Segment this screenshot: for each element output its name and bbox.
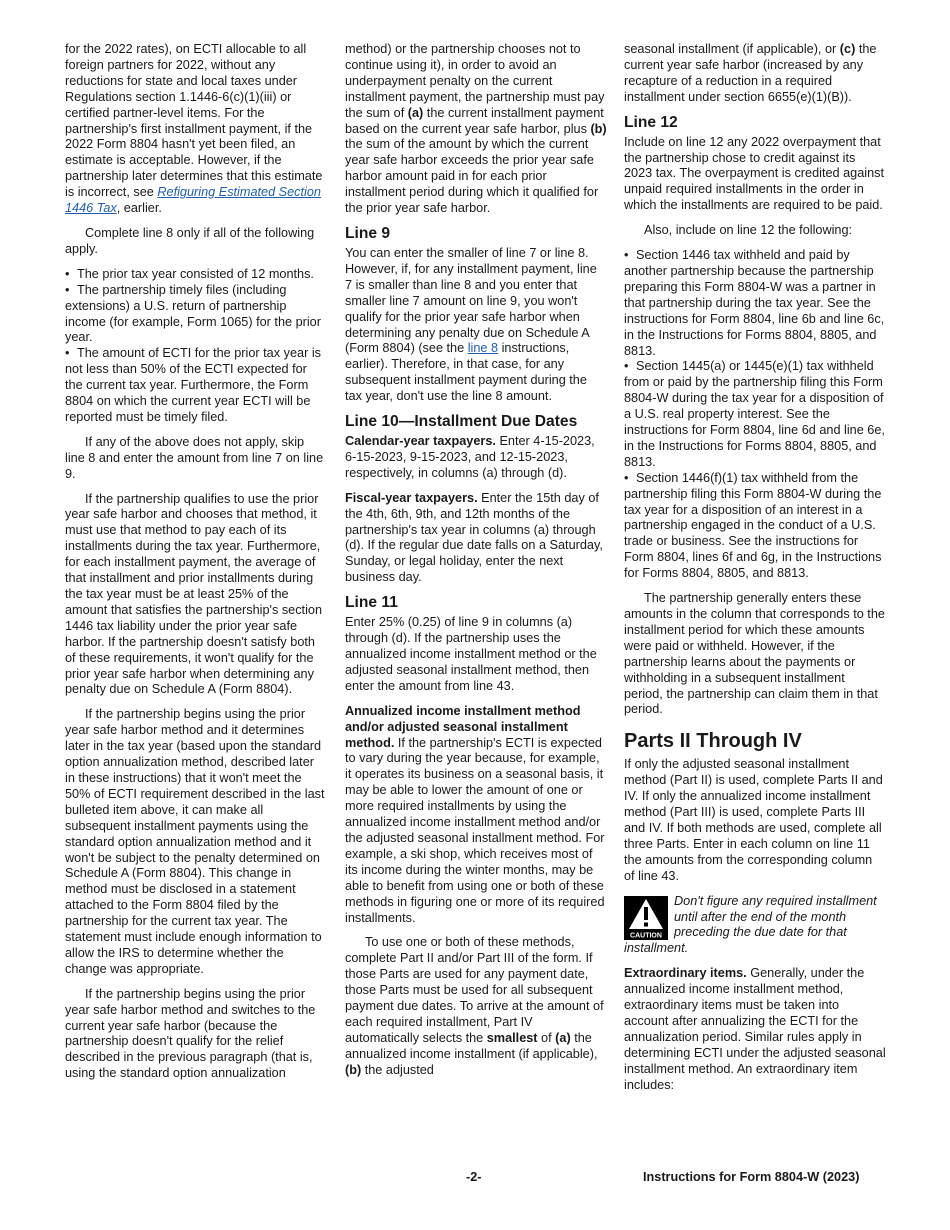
bullet-icon: • <box>65 282 70 297</box>
paragraph: Enter 25% (0.25) of line 9 in columns (a) through (d). If the partnership uses the annualized income installment method or the adjusted seasonal installment method, then enter the amount from line 43. <box>345 615 597 693</box>
heading-parts-ii-iv: Parts II Through IV <box>624 730 802 753</box>
line-8-link[interactable]: line 8 <box>467 341 499 356</box>
column-2 <box>345 42 607 1079</box>
bullet-icon: • <box>624 359 629 374</box>
paragraph: for the 2022 rates), on ECTI allocable to all foreign partners for 2022, without any reductions for state and local taxes under Regulations section 1.1446-6(c)(1)(iii) or certified partner-level items. For the partnership's first installment payment, if the 2022 Form 8804 hasn't yet been filed, an estimate is acceptable. However, if the partnership later determines that this estimate is incorrect, see Refiguring Estimated Section 1446 Tax, earlier. <box>65 42 323 216</box>
bullet-item: • The partnership timely files (including extensions) a U.S. return of partnership income (for example, Form 1065) for the prior year. <box>65 282 321 345</box>
paragraph: If the partnership begins using the prior year safe harbor method and it determines later in the tax year (based upon the standard option annualization method, described later in these instructions) that it won't meet the 50% of ECTI requirement described in the last bulleted item above, it can make all subsequent installment payments using the standard option annualization method and it won't be subject to the penalty determined on Schedule A (Form 8804). This change in method must be disclosed in a statement attached to the Form 8804 filed by the partnership for the current tax year. The statement must include enough information to allow the IRS to determine whether the change was appropriate. <box>65 707 325 976</box>
paragraph: To use one or both of these methods, complete Part II and/or Part III of the form. If those Parts are used for any payment date, those Parts must be used for all subsequent payment due dates. To arrive at the amount of each required installment, Part IV automatically selects the smallest of (a) the annualized income installment (if applicable), (b) the adjusted <box>345 935 604 1077</box>
heading-line-11: Line 11 <box>345 594 398 612</box>
caution-label: CAUTION <box>630 932 662 940</box>
refiguring-link[interactable]: Refiguring Estimated Section 1446 Tax <box>65 185 321 216</box>
paragraph: If any of the above does not apply, skip line 8 and enter the amount from line 7 on line 9. <box>65 434 324 481</box>
paragraph: Complete line 8 only if all of the following apply. <box>65 225 315 256</box>
paragraph: seasonal installment (if applicable), or (c) the current year safe harbor (increased by any recapture of a reduction in a required installment under section 6655(e)(1)(B)). <box>624 42 877 104</box>
paragraph: The partnership generally enters these amounts in the column that corresponds to the installment period for which these amounts were paid or withheld. However, if the partnership learns about the payments or withholding in a subsequent installment period, the partnership can claim them in that period. <box>624 591 885 717</box>
heading-line-12: Line 12 <box>624 113 678 131</box>
caution-box <box>624 894 886 958</box>
paragraph: Extraordinary items. Generally, under the annualized income installment method, extraordinary items must be taken into account after annualizing the ECTI for the annualization period. Similar rules apply in determining ECTI under the adjusted seasonal installment method. An extraordinary item includes: <box>624 966 886 1092</box>
footer-title: Instructions for Form 8804-W (2023) <box>643 1170 860 1184</box>
paragraph: method) or the partnership chooses not to continue using it), in order to avoid an underpayment penalty on the current installment payment, the partnership must pay the sum of (a) the current installment payment based on the current year safe harbor, plus (b) the sum of the amount by which the current year safe harbor exceeds the prior year safe harbor amount paid in for each prior installment period during which it qualified for the prior year safe harbor. <box>345 42 607 216</box>
bullet-item: • Section 1445(a) or 1445(e)(1) tax withheld from or paid by the partnership filing this Form 8804-W during the tax year for a disposition of a U.S. real property interest. See the instructions for Form 8804, line 6d and line 6e, in the Instructions for Forms 8804, 8805, and 8813. <box>624 359 885 469</box>
bullet-item: • The amount of ECTI for the prior tax year is not less than 50% of the ECTI expected for the current tax year. Furthermore, the Form 8804 on which the current year ECTI will be reported must be timely filed. <box>65 346 321 424</box>
bullet-item: • Section 1446 tax withheld and paid by another partnership because the partnership preparing this Form 8804-W was a partner in that partnership during the tax year. See the instructions for Form 8804, line 6b and line 6c, in the Instructions for Forms 8804, 8805, and 8813. <box>624 248 885 358</box>
column-3 <box>624 42 886 1093</box>
paragraph: Fiscal-year taxpayers. Enter the 15th day of the 4th, 6th, 9th, and 12th months of the partnership's tax year in columns (a) through (d). If the regular due date falls on a Saturday, Sunday, or legal holiday, enter the next business day. <box>345 490 603 585</box>
paragraph: Calendar-year taxpayers. Enter 4-15-2023, 6-15-2023, 9-15-2023, and 12-15-2023, respectively, in columns (a) through (d). <box>345 434 595 480</box>
paragraph: Annualized income installment method and/or adjusted seasonal installment method. If the partnership's ECTI is expected to vary during the year because, for example, it operates its business on a seasonal basis, it may be able to lower the amount of one or more required installments by using the annualized income installment method and/or the adjusted seasonal installment method. For example, a ski shop, which receives most of its income during the winter months, may be able to benefit from using one or both of these methods in figuring one or more of its required installments. <box>345 703 605 925</box>
paragraph: Also, include on line 12 the following: <box>644 223 853 238</box>
heading-line-10: Line 10—Installment Due Dates <box>345 413 578 431</box>
column-1 <box>65 42 327 1082</box>
paragraph: You can enter the smaller of line 7 or line 8. However, if, for any installment payment, line 7 is smaller than line 8 and you enter that smaller line 7 amount on line 9, you won't qualify for the prior year safe harbor when determining any penalty due on Schedule A (Form 8804) (see the line 8 instructions, earlier). Therefore, in that case, for any subsequent installment payment during the tax year, don't use the line 8 amount. <box>345 245 597 404</box>
caution-icon <box>624 896 668 940</box>
bullet-icon: • <box>624 470 629 485</box>
page-number: -2- <box>466 1170 482 1184</box>
heading-line-9: Line 9 <box>345 224 391 242</box>
paragraph: If the partnership qualifies to use the prior year safe harbor and chooses that method, it must use that method to pay each of its installments during the tax year. Furthermore, for each installment payment, the average of that installment and prior installments during the tax year must be at least 25% of the amount that satisfies the partnership's section 1446 tax liability under the prior year safe harbor. If the partnership doesn't satisfy both of these requirements, it won't qualify for the prior year safe harbor when determining any penalty due on Schedule A (Form 8804). <box>65 491 323 697</box>
paragraph: If only the adjusted seasonal installment method (Part II) is used, complete Parts II and IV. If only the annualized income installment method (Part III) is used, complete Parts III and IV. If both methods are used, complete all three Parts. Enter in each column on line 11 the amounts from the corresponding column of line 43. <box>624 757 883 883</box>
bullet-icon: • <box>65 346 70 361</box>
bullet-item: • Section 1446(f)(1) tax withheld from the partnership filing this Form 8804-W during the tax year for a disposition of an interest in a partnership engaged in the conduct of a U.S. trade or business. See the instructions for Form 8804, lines 6f and 6g, in the Instructions for Forms 8804, 8805, and 8813. <box>624 470 882 581</box>
bullet-icon: • <box>65 266 70 281</box>
paragraph: If the partnership begins using the prior year safe harbor method and switches to the current year safe harbor (because the partnership doesn't qualify for the relief described in the previous paragraph (that is, using the standard option annualization <box>65 986 316 1081</box>
caution-text: Don't figure any required installment until after the end of the month preceding the due date for that installment. <box>624 893 877 956</box>
paragraph: Include on line 12 any 2022 overpayment that the partnership chose to credit against its 2023 tax. The overpayment is credited against unpaid required installments in the order in which the installments are required to be paid. <box>624 134 885 213</box>
bullet-item: • The prior tax year consisted of 12 months. <box>65 266 314 281</box>
bullet-icon: • <box>624 248 629 263</box>
